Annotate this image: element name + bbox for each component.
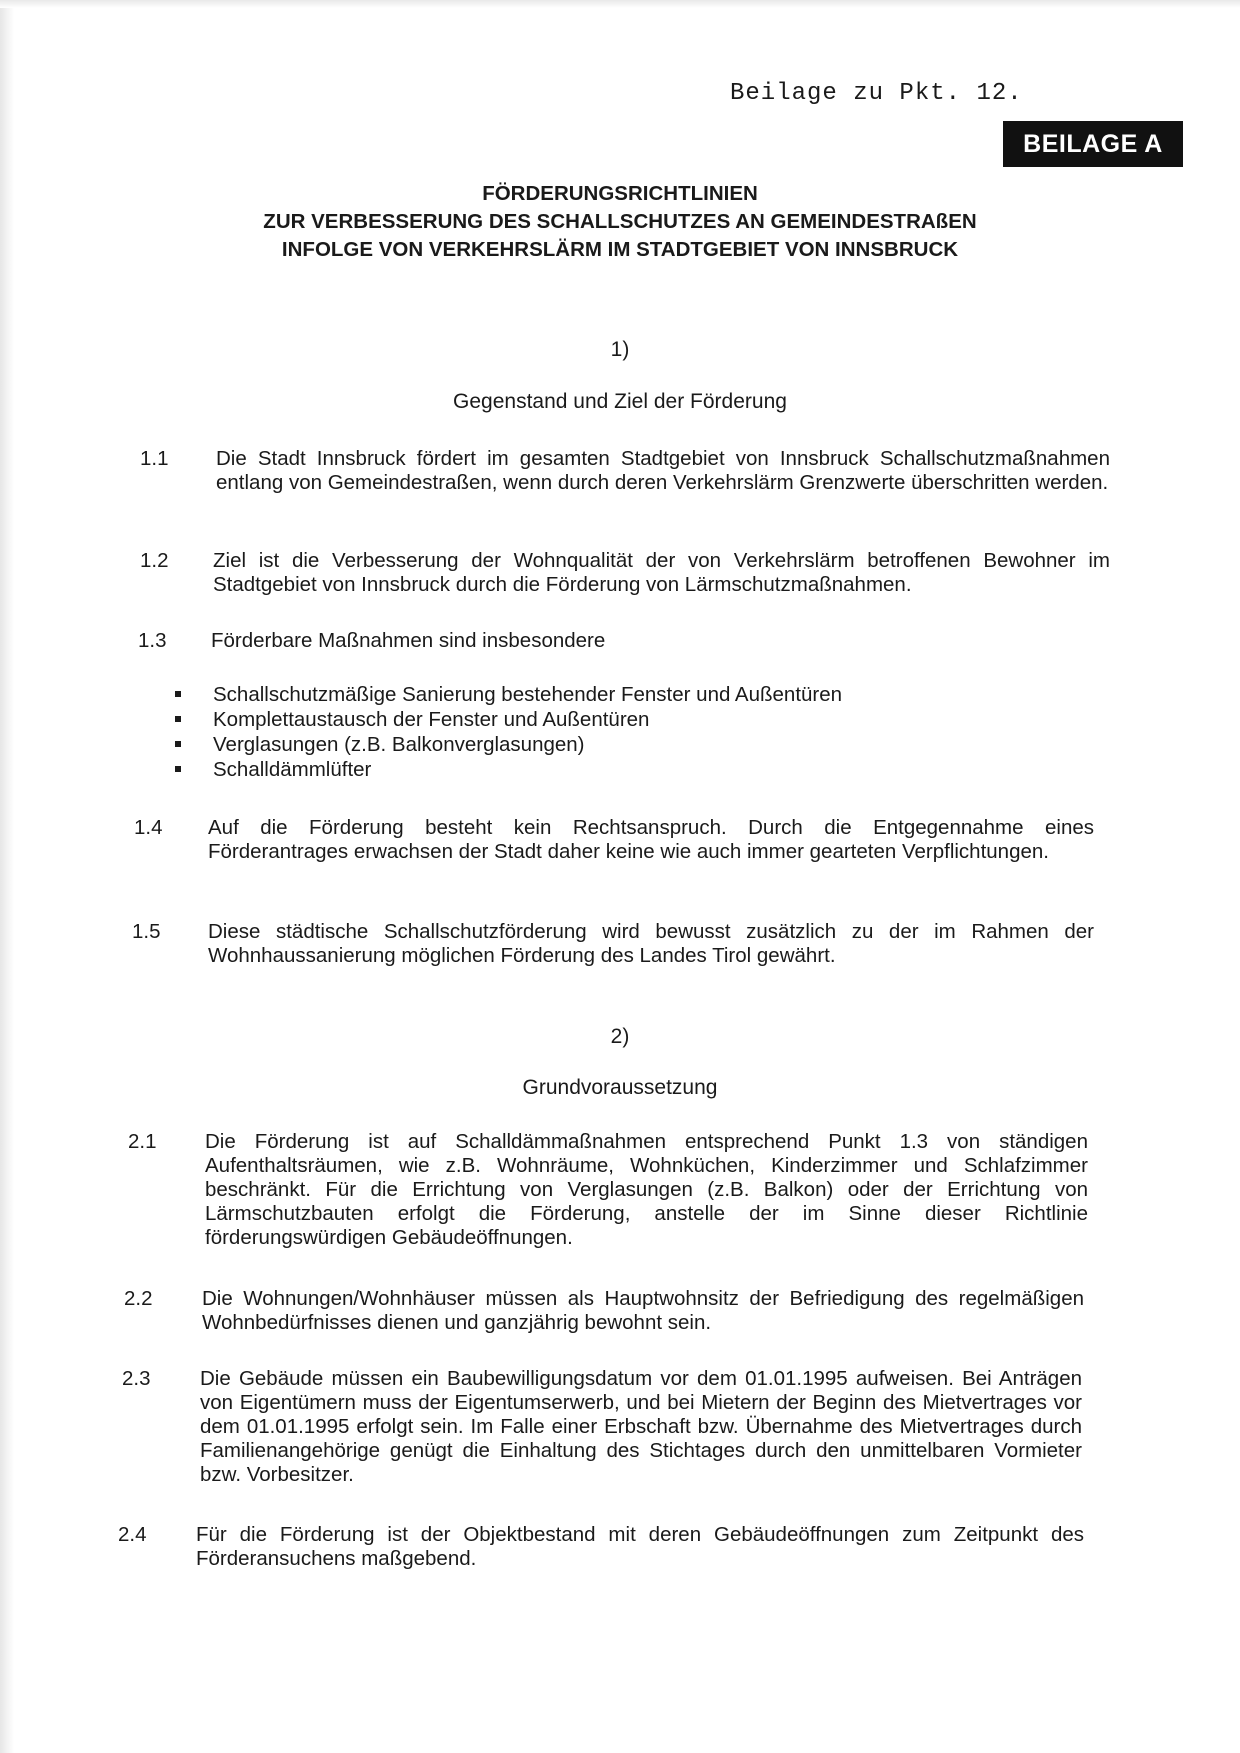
list-item-text: Schalldämmlüfter: [213, 758, 372, 781]
clause-number: 2.1: [128, 1130, 157, 1153]
section-number-1: 1): [610, 338, 630, 361]
clause-text: Die Stadt Innsbruck fördert im gesamten Stadtgebiet von Innsbruck Schallschutzmaßnahmen entlang von Gemeindestraßen, wenn durch deren Verkehrslärm Grenzwerte überschritten werden.: [216, 447, 1110, 494]
clause-text: Die Förderung ist auf Schalldämmaßnahmen entsprechend Punkt 1.3 von ständigen Aufenthaltsräumen, wie z.B. Wohnräume, Wohnküchen, Kinderzimmer und Schlafzimmer beschränkt. Für die Errichtung von Verglasungen (z.B. Balkon) oder der Errichtung von Lärmschutzbauten erfolgt die Förderung, anstelle der im Sinne dieser Richtlinie förderungswürdigen Gebäudeöffnungen.: [205, 1130, 1088, 1249]
document-title: [120, 180, 1120, 264]
title-line-1: FÖRDERUNGSRICHTLINIEN: [482, 182, 758, 205]
list-item: [175, 682, 1075, 707]
clause-number: 2.3: [122, 1367, 151, 1390]
title-line-3: INFOLGE VON VERKEHRSLÄRM IM STADTGEBIET VON INNSBRUCK: [281, 238, 959, 261]
clause-number: 2.2: [124, 1287, 153, 1310]
clause-text: Diese städtische Schallschutzförderung wird bewusst zusätzlich zu der im Rahmen der Wohnhaussanierung möglichen Förderung des Landes Tirol gewährt.: [208, 920, 1094, 967]
list-item: [175, 707, 1075, 732]
bullet-icon: [175, 716, 181, 722]
clause-number: 1.4: [134, 816, 163, 839]
clause-number: 1.3: [138, 629, 167, 652]
bullet-icon: [175, 741, 181, 747]
clause-text: Die Gebäude müssen ein Baubewilligungsdatum vor dem 01.01.1995 aufweisen. Bei Anträgen von Eigentümern muss der Eigentumserwerb, und bei Mietern der Beginn des Mietvertrages vor dem 01.01.1995 erfolgt sein. Im Falle einer Erbschaft bzw. Übernahme des Mietvertrages durch Familienangehörige genügt die Einhaltung des Stichtages durch den unmittelbaren Vormieter bzw. Vorbesitzer.: [200, 1367, 1082, 1486]
attachment-reference: Beilage zu Pkt. 12.: [730, 80, 1023, 107]
clause-text: Förderbare Maßnahmen sind insbesondere: [211, 629, 606, 652]
list-item-text: Schallschutzmäßige Sanierung bestehender Fenster und Außentüren: [213, 683, 843, 706]
attachment-badge: BEILAGE A: [1003, 121, 1183, 167]
scan-edge-left: [0, 0, 14, 1753]
scan-edge-top: [0, 0, 1240, 8]
title-line-2: ZUR VERBESSERUNG DES SCHALLSCHUTZES AN GEMEINDESTRAßEN: [263, 210, 977, 233]
list-item: [175, 757, 1075, 782]
list-item-text: Verglasungen (z.B. Balkonverglasungen): [213, 733, 585, 756]
clause-text: Für die Förderung ist der Objektbestand mit deren Gebäudeöffnungen zum Zeitpunkt des Förderansuchens maßgebend.: [196, 1523, 1084, 1570]
section-number-2: 2): [610, 1025, 630, 1048]
section-heading-1: Gegenstand und Ziel der Förderung: [453, 390, 787, 413]
clause-number: 1.2: [140, 549, 169, 572]
clause-number: 2.4: [118, 1523, 147, 1546]
clause-number: 1.1: [140, 447, 169, 470]
clause-text: Die Wohnungen/Wohnhäuser müssen als Hauptwohnsitz der Befriedigung des regelmäßigen Wohnbedürfnisses dienen und ganzjährig bewohnt sein.: [202, 1287, 1084, 1334]
list-item: [175, 732, 1075, 757]
bullet-icon: [175, 766, 181, 772]
clause-text: Ziel ist die Verbesserung der Wohnqualität der von Verkehrslärm betroffenen Bewohner im Stadtgebiet von Innsbruck durch die Förderung von Lärmschutzmaßnahmen.: [213, 549, 1110, 596]
measure-list: [175, 682, 1075, 782]
bullet-icon: [175, 691, 181, 697]
list-item-text: Komplettaustausch der Fenster und Außentüren: [213, 708, 650, 731]
clause-text: Auf die Förderung besteht kein Rechtsanspruch. Durch die Entgegennahme eines Förderantrages erwachsen der Stadt daher keine wie auch immer gearteten Verpflichtungen.: [208, 816, 1094, 863]
section-heading-2: Grundvoraussetzung: [522, 1076, 718, 1099]
clause-number: 1.5: [132, 920, 161, 943]
